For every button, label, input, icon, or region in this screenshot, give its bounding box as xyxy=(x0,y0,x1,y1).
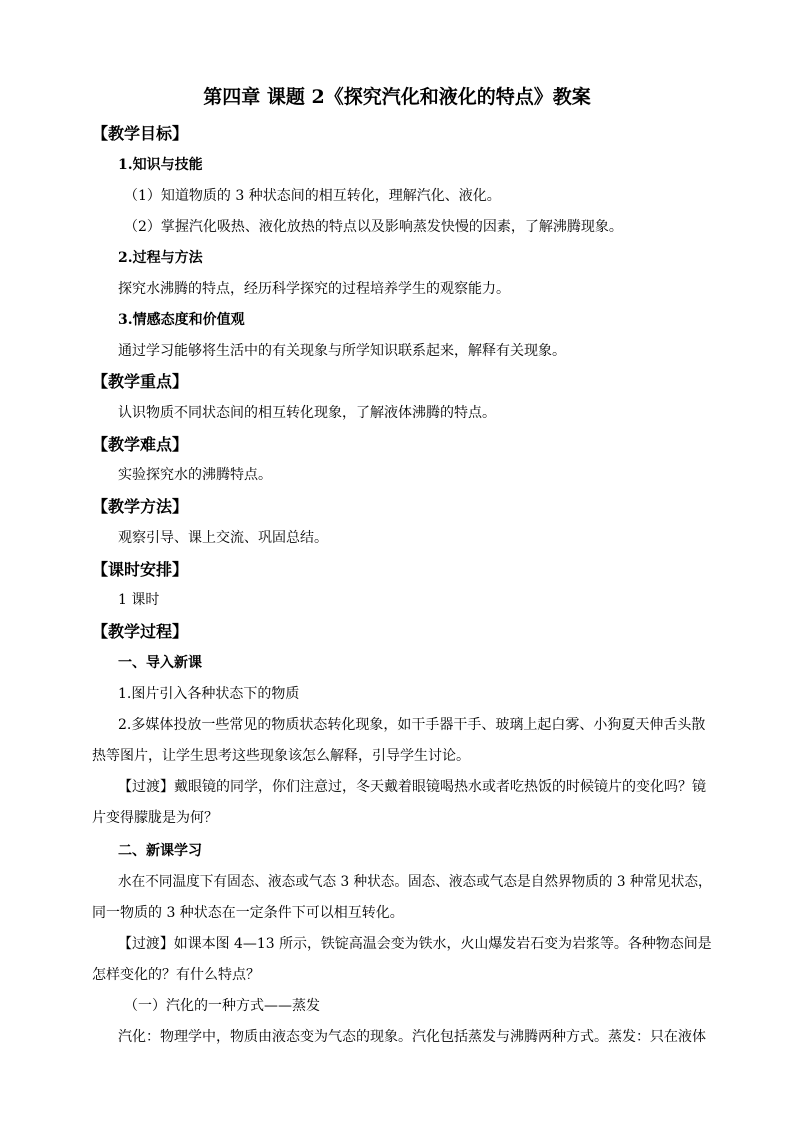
subheading-intro: 一、导入新课 xyxy=(118,655,202,671)
subheading-knowledge: 1.知识与技能 xyxy=(118,157,203,173)
intro-paragraph-1: 1.图片引入各种状态下的物质 xyxy=(118,686,300,702)
new-lesson-paragraph-1-line-1: 水在不同温度下有固态、液态或气态 3 种状态。固态、液态或气态是自然界物质的 3 种常见状态， xyxy=(118,874,712,890)
heading-process: 【教学过程】 xyxy=(92,622,189,641)
subheading-attitude: 3.情感态度和价值观 xyxy=(118,312,245,328)
subheading-new-lesson: 二、新课学习 xyxy=(118,843,202,859)
heading-schedule: 【课时安排】 xyxy=(92,560,189,579)
process-text: 探究水沸腾的特点，经历科学探究的过程培养学生的观察能力。 xyxy=(118,281,510,297)
knowledge-item-2: （2）掌握汽化吸热、液化放热的特点以及影响蒸发快慢的因素，了解沸腾现象。 xyxy=(124,219,623,235)
subsection-evaporation: （一）汽化的一种方式——蒸发 xyxy=(124,998,320,1014)
attitude-text: 通过学习能够将生活中的有关现象与所学知识联系起来，解释有关现象。 xyxy=(118,343,566,359)
schedule-text: 1 课时 xyxy=(118,592,160,608)
difficulties-text: 实验探究水的沸腾特点。 xyxy=(118,467,272,483)
heading-key-points: 【教学重点】 xyxy=(92,372,189,391)
new-lesson-transition-line-1: 【过渡】如课本图 4—13 所示，铁锭高温会变为铁水，火山爆发岩石变为岩浆等。各种物态间是 xyxy=(118,936,712,952)
heading-difficulties: 【教学难点】 xyxy=(92,435,189,454)
vaporization-definition-line-1: 汽化：物理学中，物质由液态变为气态的现象。汽化包括蒸发与沸腾两种方式。蒸发：只在液体 xyxy=(118,1029,706,1045)
new-lesson-transition-line-2: 怎样变化的？有什么特点？ xyxy=(92,967,260,983)
intro-transition-line-1: 【过渡】戴眼镜的同学，你们注意过，冬天戴着眼镜喝热水或者吃热饭的时候镜片的变化吗？镜 xyxy=(118,779,706,795)
key-points-text: 认识物质不同状态间的相互转化现象，了解液体沸腾的特点。 xyxy=(118,405,496,421)
document-title: 第四章 课题 2《探究汽化和液化的特点》教案 xyxy=(203,86,591,108)
subheading-process: 2.过程与方法 xyxy=(118,250,203,266)
knowledge-item-1: （1）知道物质的 3 种状态间的相互转化，理解汽化、液化。 xyxy=(124,188,501,204)
heading-methods: 【教学方法】 xyxy=(92,497,189,516)
intro-paragraph-2-line-2: 热等图片，让学生思考这些现象该怎么解释，引导学生讨论。 xyxy=(92,748,470,764)
new-lesson-paragraph-1-line-2: 同一物质的 3 种状态在一定条件下可以相互转化。 xyxy=(92,905,404,921)
methods-text: 观察引导、课上交流、巩固总结。 xyxy=(118,530,328,546)
intro-paragraph-2-line-1: 2.多媒体投放一些常见的物质状态转化现象，如干手器干手、玻璃上起白雾、小狗夏天伸舌头散 xyxy=(118,717,706,733)
intro-transition-line-2: 片变得朦胧是为何？ xyxy=(92,810,218,826)
heading-objectives: 【教学目标】 xyxy=(92,124,189,143)
